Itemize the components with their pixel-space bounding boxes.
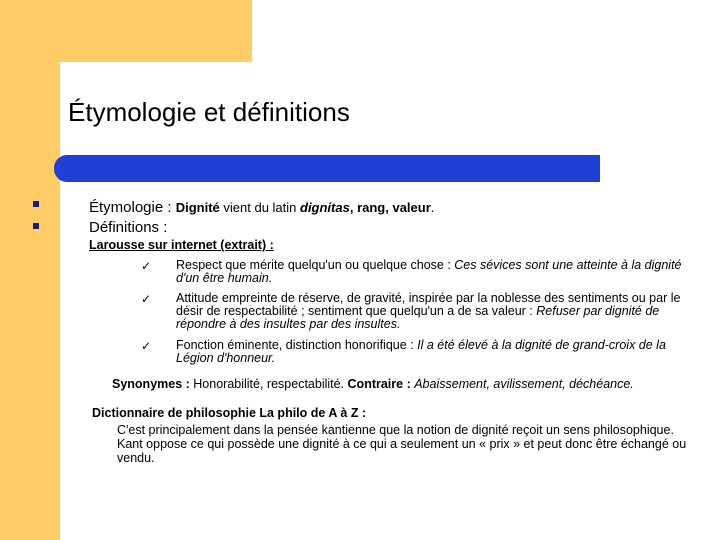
definition-text: Respect que mérite quelqu'un ou quelque chose :	[176, 258, 455, 272]
synonyms-values: Honorabilité, respectabilité.	[193, 377, 348, 391]
dictionary-body: C'est principalement dans la pensée kantienne que la notion de dignité reçoit un sens philosophique. Kant oppose ce qui possède une dignité à ce qui a seulement un « prix » et peut donc être échangé ou vendu.	[117, 423, 687, 465]
definition-example: Il a été élevé à la dignité de grand-croix de la Légion d'honneur.	[176, 338, 666, 365]
square-bullet-icon	[33, 201, 39, 207]
synonyms-label: Synonymes :	[112, 377, 194, 391]
etymology-text: vient du latin	[219, 200, 300, 215]
decorative-top-block	[0, 0, 252, 62]
etymology-line	[89, 199, 434, 217]
definition-item	[176, 259, 706, 285]
etymology-latin: dignitas	[300, 200, 350, 215]
checkmark-icon: ✓	[141, 292, 152, 306]
decorative-left-band	[0, 0, 60, 540]
contrary-values: Abaissement, avilissement, déchéance.	[414, 377, 634, 391]
definition-item	[176, 292, 706, 331]
definition-example: Refuser par dignité de répondre à des insultes par des insultes.	[176, 304, 660, 331]
checkmark-icon: ✓	[141, 339, 152, 353]
dictionary-heading: Dictionnaire de philosophie La philo de A à Z :	[92, 406, 367, 420]
etymology-label: Étymologie :	[89, 199, 176, 216]
larousse-heading: Larousse sur internet (extrait) :	[89, 238, 274, 252]
etymology-word: Dignité	[175, 200, 220, 215]
definition-text: Attitude empreinte de réserve, de gravité, inspirée par la noblesse des sentiments ou par le désir de respectabilité ; sentiment que quelqu'un a de sa valeur :	[176, 291, 681, 318]
definition-example: Ces sévices sont une atteinte à la dignité d'un être humain.	[176, 258, 682, 285]
synonyms-line	[112, 377, 634, 391]
square-bullet-icon	[33, 223, 39, 229]
etymology-meaning: , rang, valeur	[349, 200, 431, 215]
contrary-label: Contraire :	[347, 377, 415, 391]
etymology-end: .	[430, 200, 435, 215]
checkmark-icon: ✓	[141, 259, 152, 273]
definitions-label: Définitions :	[89, 219, 168, 236]
slide-title: Étymologie et définitions	[68, 97, 350, 127]
definition-text: Fonction éminente, distinction honorifique :	[176, 338, 418, 352]
definition-item	[176, 339, 706, 365]
title-underline-bar	[54, 155, 600, 182]
